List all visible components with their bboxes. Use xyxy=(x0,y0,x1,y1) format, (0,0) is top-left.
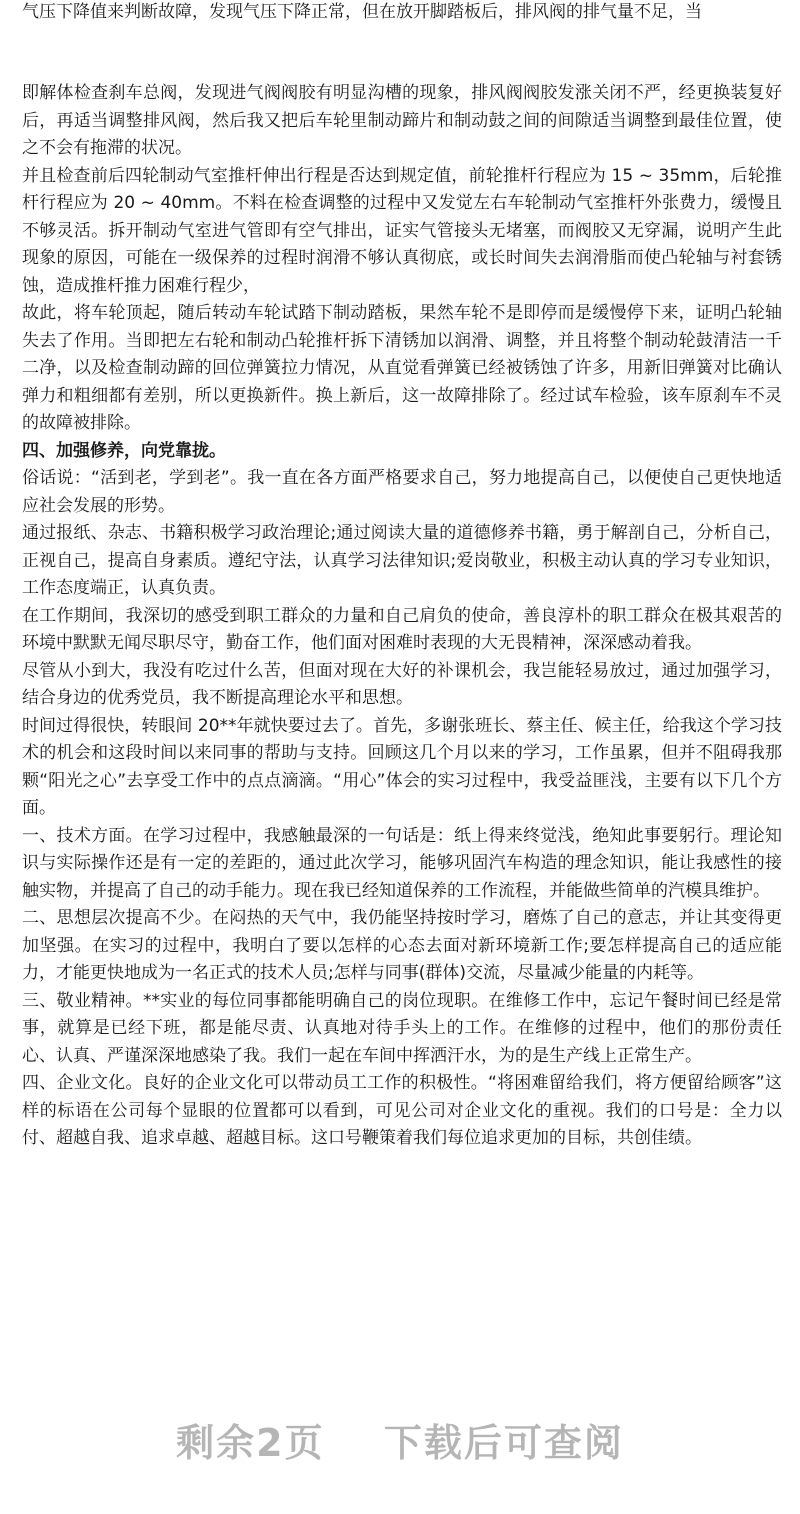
paragraph: 故此，将车轮顶起，随后转动车轮试踏下制动踏板，果然车轮不是即停而是缓慢停下来，证明凸轮轴失去了作用。当即把左右轮和制动凸轮推杆拆下清锈加以润滑、调整，并且将整个制动轮鼓清洁一千二净，以及检查制动蹄的回位弹簧拉力情况，从直觉看弹簧已经被锈蚀了许多，用新旧弹簧对比确认弹力和粗细都有差别，所以更换新件。换上新后，这一故障排除了。经过试车检验，该车原刹车不灵的故障被排除。 xyxy=(22,303,782,433)
remaining-pages-label: 剩余2页 xyxy=(176,1421,325,1465)
paragraph: 一、技术方面。在学习过程中，我感触最深的一句话是：纸上得来终觉浅，绝知此事要躬行。理论知识与实际操作还是有一定的差距的，通过此次学习，能够巩固汽车构造的理念知识，能让我感性的接触实物，并提高了自己的动手能力。现在我已经知道保养的工作流程，并能做些简单的汽模具维护。 xyxy=(22,825,782,901)
paragraph: 通过报纸、杂志、书籍积极学习政治理论;通过阅读大量的道德修养书籍，勇于解剖自己，分析自己，正视自己，提高自身素质。遵纪守法，认真学习法律知识;爱岗敬业，积极主动认真的学习专业知识，工作态度端正，认真负责。 xyxy=(22,523,782,598)
top-line: 气压下降值来判断故障，发现气压下降正常，但在放开脚踏板后，排风阀的排气量不足，当 xyxy=(22,2,702,22)
paragraph: 二、思想层次提高不少。在闷热的天气中，我仍能坚持按时学习，磨炼了自己的意志，并让其变得更加坚强。在实习的过程中，我明白了要以怎样的心态去面对新环境新工作;要怎样提高自己的适应能力，才能更快地成为一名正式的技术人员;怎样与同事(群体)交流，尽量减少能量的内耗等。 xyxy=(22,908,782,983)
paragraph: 尽管从小到大，我没有吃过什么苦，但面对现在大好的补课机会，我岂能轻易放过，通过加强学习，结合身边的优秀党员，我不断提高理论水平和思想。 xyxy=(22,660,782,708)
section-heading: 四、加强修养，向党靠拢。 xyxy=(22,440,226,461)
download-banner[interactable] xyxy=(0,1412,800,1467)
paragraph: 三、敬业精神。**实业的每位同事都能明确自己的岗位现职。在维修工作中，忘记午餐时间已经是常事，就算是已经下班，都是能尽责、认真地对待手头上的工作。在维修的过程中，他们的那份责任心、认真、严谨深深地感染了我。我们一起在车间中挥洒汗水，为的是生产线上正常生产。 xyxy=(22,990,782,1066)
download-hint-label: 下载后可查阅 xyxy=(383,1421,624,1465)
paragraph: 俗话说：“活到老，学到老”。我一直在各方面严格要求自己，努力地提高自己，以便使自己更快地适应社会发展的形势。 xyxy=(22,468,782,516)
paragraph: 时间过得很快，转眼间 20**年就快要过去了。首先，多谢张班长、蔡主任、候主任，给我这个学习技术的机会和这段时间以来同事的帮助与支持。回顾这几个月以来的学习，工作虽累，但并不阻碍我那颗“阳光之心”去享受工作中的点点滴滴。“用心”体会的实习过程中，我受益匪浅，主要有以下几个方面。 xyxy=(22,715,782,818)
paragraph: 并且检查前后四轮制动气室推杆伸出行程是否达到规定值，前轮推杆行程应为 15 ~ 35mm，后轮推杆行程应为 20 ~ 40mm。不料在检查调整的过程中又发觉左右车轮制动气室推杆外张费力，缓慢且不够灵活。拆开制动气室进气管即有空气排出，证实气管接头无堵塞，而阀胶又无穿漏，说明产生此现象的原因，可能在一级保养的过程时润滑不够认真彻底，或长时间失去润滑脂而使凸轮轴与衬套锈蚀，造成推杆推力困难行程少， xyxy=(22,165,782,296)
body-text xyxy=(22,80,782,1153)
paragraph: 四、企业文化。良好的企业文化可以带动员工工作的积极性。“将困难留给我们，将方便留给顾客”这样的标语在公司每个显眼的位置都可以看到，可见公司对企业文化的重视。我们的口号是：全力以付、超越自我、追求卓越、超越目标。这口号鞭策着我们每位追求更加的目标，共创佳绩。 xyxy=(22,1073,782,1148)
paragraph: 即解体检查刹车总阀，发现进气阀阀胶有明显沟槽的现象，排风阀阀胶发涨关闭不严，经更换装复好后，再适当调整排风阀，然后我又把后车轮里制动蹄片和制动鼓之间的间隙适当调整到最佳位置，使之不会有拖滞的状况。 xyxy=(22,83,782,158)
paragraph: 在工作期间，我深切的感受到职工群众的力量和自己肩负的使命，善良淳朴的职工群众在极其艰苦的环境中默默无闻尽职尽守，勤奋工作，他们面对困难时表现的大无畏精神，深深感动着我。 xyxy=(22,605,782,653)
